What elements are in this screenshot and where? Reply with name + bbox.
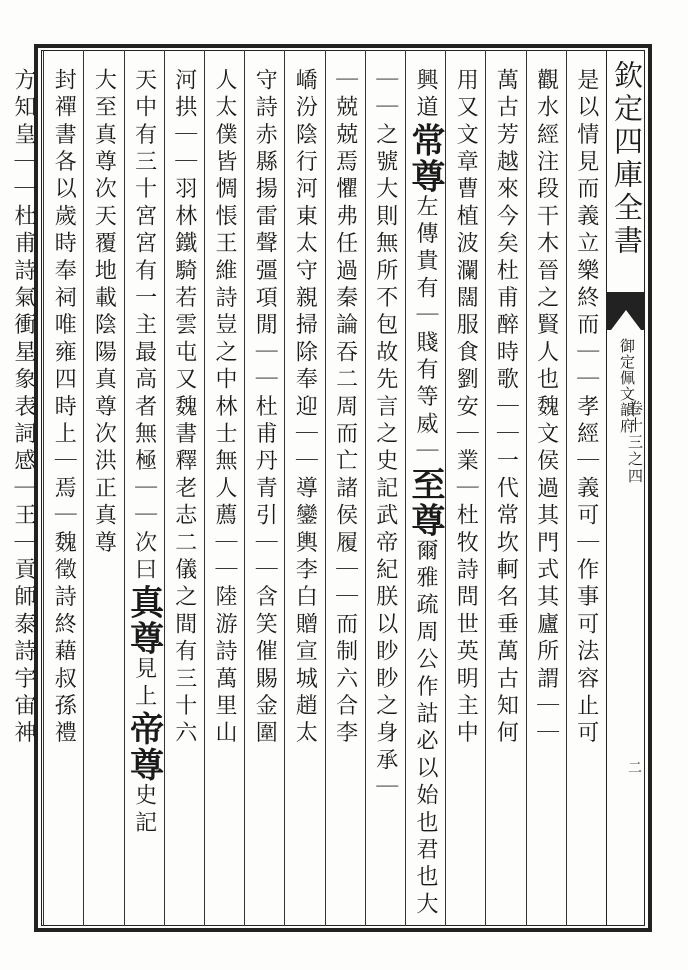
column-text: 史記: [131, 783, 157, 838]
text-column: [43, 68, 83, 918]
series-title: 欽定四庫全書: [610, 60, 644, 258]
column-rule: [526, 50, 527, 926]
column-text: 方知皇｜｜杜甫詩氣衝星象表詞感｜王｜貢師泰詩宇宙神: [11, 68, 36, 748]
column-text: 大至真尊次天覆地載陰陽真尊次洪正真尊: [91, 68, 117, 558]
column-rule: [405, 50, 406, 926]
headword: 真尊: [123, 584, 164, 657]
column-rule: [244, 50, 245, 926]
headword: 帝尊: [123, 711, 164, 784]
column-text: ｜｜之號大則無所不包故先言之史記武帝紀朕以眇眇之身承｜: [372, 68, 398, 803]
headword: 至尊: [405, 466, 445, 539]
text-column: [485, 68, 525, 918]
column-text: ｜兢兢焉懼弗任過秦論吞二周而亡諸侯履｜｜而制六合李: [332, 68, 358, 748]
column-rule: [164, 50, 165, 926]
column-text: 用又文章曹植波瀾闊服食劉安｜業｜杜牧詩問世英明主中: [453, 68, 479, 748]
column-rule: [204, 50, 205, 926]
column-rule: [445, 50, 446, 926]
column-text: 封禪書各以歲時奉祠唯雍四時上｜焉｜魏徵詩終藉叔孫禮: [51, 68, 77, 748]
column-rule: [83, 50, 84, 926]
column-text: 嶠汾陰行河東太守親掃除奉迎｜｜導鑾輿李白贈宣城趙太: [292, 68, 318, 748]
text-column: [566, 68, 606, 918]
text-column: [284, 68, 324, 918]
text-column: [244, 68, 284, 918]
column-rule: [325, 50, 326, 926]
text-column: [204, 68, 244, 918]
column-rule: [566, 50, 567, 926]
column-rule: [124, 50, 125, 926]
column-text: 見上: [131, 656, 157, 712]
column-rule: [365, 50, 366, 926]
fish-tail-mark: [607, 292, 644, 330]
book-title: 御定佩文韻府: [618, 338, 636, 434]
column-rule: [43, 50, 44, 926]
column-text: 天中有三十宮宮有一主最高者無極｜｜次曰: [131, 68, 157, 585]
column-rule: [284, 50, 285, 926]
column-text: 左傳貴有｜賤有等威｜: [413, 194, 438, 467]
column-rule: [485, 50, 486, 926]
folio-number: 二: [626, 760, 642, 774]
juan-label: 卷十三之四: [626, 400, 644, 485]
column-text: 河拱｜｜羽林鐵騎若雲屯又魏書釋老志二儀之間有三十六: [171, 68, 197, 748]
column-text: 人太僕皆惆悵王維詩豈之中林士無人薦｜｜陸游詩萬里山: [212, 68, 237, 748]
text-column: [83, 68, 123, 918]
column-text: 爾雅疏周公作詁必以始也君也大: [413, 538, 438, 920]
text-column: [445, 68, 485, 918]
text-column: [405, 68, 445, 918]
text-column: [164, 68, 204, 918]
column-text: 守詩赤縣揚雷聲彊項閒｜｜杜甫丹青引｜｜含笑催賜金圍: [252, 68, 278, 748]
headword: 常尊: [405, 122, 445, 195]
column-text: 是以情見而義立樂終而｜｜孝經｜義可｜作事可法容止可: [573, 68, 599, 748]
text-column: [325, 68, 365, 918]
column-text: 萬古芳越來今矣杜甫醉時歌｜｜一代常坎軻名垂萬古知何: [493, 68, 519, 748]
text-column: [526, 68, 566, 918]
text-column: [3, 68, 43, 918]
text-column: [365, 68, 405, 918]
text-column: [124, 68, 164, 918]
column-text: 觀水經注段干木晉之賢人也魏文侯過其門式其廬所謂｜｜: [533, 68, 559, 748]
column-text: 興道: [413, 68, 438, 123]
